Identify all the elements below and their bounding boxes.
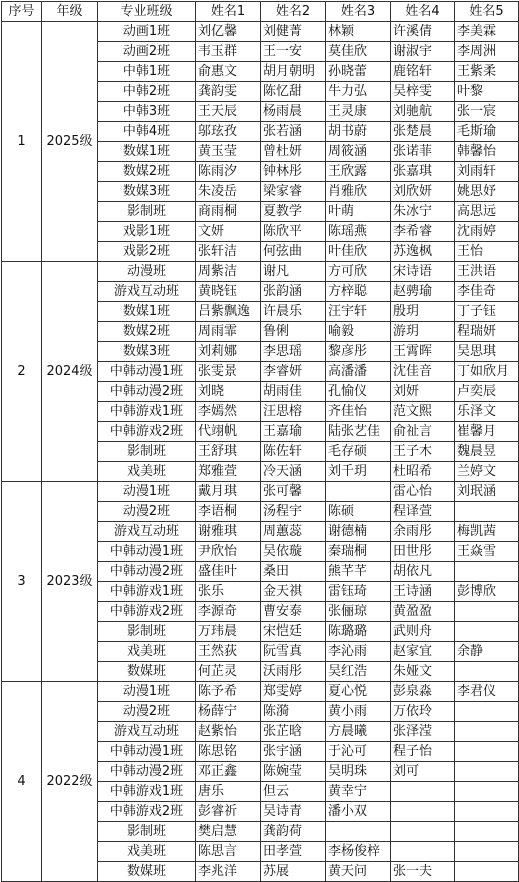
table-row (2, 682, 519, 702)
header-cell: 专业班级 (98, 2, 196, 22)
class-cell: 中韩游戏2班 (98, 802, 196, 822)
name-cell: 黎彦彤 (326, 342, 391, 362)
name-cell: 黄幸宁 (326, 782, 391, 802)
name-cell: 万玮晨 (196, 622, 261, 642)
name-cell: 李兆洋 (196, 862, 261, 882)
name-cell: 方可欣 (326, 262, 391, 282)
header-cell: 序号 (2, 2, 42, 22)
name-cell: 龚韵荷 (261, 822, 326, 842)
class-cell: 游戏互动班 (98, 722, 196, 742)
name-cell: 李美霖 (455, 22, 519, 42)
name-cell: 胡雨佳 (261, 382, 326, 402)
name-cell: 黄盈盈 (391, 602, 455, 622)
name-cell: 李沁雨 (326, 642, 391, 662)
class-cell: 中韩游戏1班 (98, 782, 196, 802)
name-cell: 杨雨晨 (261, 102, 326, 122)
name-cell: 杨薛宁 (196, 702, 261, 722)
name-cell: 谢淑宇 (391, 42, 455, 62)
name-cell: 兰婷文 (455, 462, 519, 482)
name-cell: 黄小雨 (326, 702, 391, 722)
name-cell: 胡书蔚 (326, 122, 391, 142)
name-cell: 吴思琪 (455, 342, 519, 362)
name-cell: 汤程宇 (261, 502, 326, 522)
class-cell: 中韩3班 (98, 102, 196, 122)
class-cell: 中韩动漫1班 (98, 362, 196, 382)
name-cell (455, 662, 519, 682)
name-cell: 张诺菲 (391, 142, 455, 162)
grade-cell: 2024级 (42, 262, 98, 482)
name-cell: 王紫柔 (455, 62, 519, 82)
name-cell: 王舒琪 (196, 442, 261, 462)
class-cell: 数媒1班 (98, 302, 196, 322)
name-cell: 张楚晨 (391, 122, 455, 142)
name-cell: 武则舟 (391, 622, 455, 642)
table-row (2, 22, 519, 42)
class-cell: 中韩游戏2班 (98, 602, 196, 622)
name-cell: 胡月朝明 (261, 62, 326, 82)
class-cell: 影制班 (98, 822, 196, 842)
class-cell: 数媒3班 (98, 342, 196, 362)
name-cell (455, 822, 519, 842)
name-cell: 刘可 (391, 762, 455, 782)
name-cell (326, 482, 391, 502)
name-cell: 朱娅文 (391, 662, 455, 682)
name-cell: 张韵涵 (261, 282, 326, 302)
name-cell: 牛力弘 (326, 82, 391, 102)
class-cell: 戏美班 (98, 642, 196, 662)
name-cell: 王洪语 (455, 262, 519, 282)
name-cell: 刘千玥 (326, 462, 391, 482)
name-cell: 黄晓钰 (196, 282, 261, 302)
name-cell (455, 842, 519, 862)
name-cell: 肖雅欣 (326, 182, 391, 202)
name-cell (391, 802, 455, 822)
name-cell (326, 822, 391, 842)
name-cell: 唐乐 (196, 782, 261, 802)
name-cell: 李嫣然 (196, 402, 261, 422)
class-cell: 中韩动漫2班 (98, 382, 196, 402)
name-cell: 程瑞妍 (455, 322, 519, 342)
name-cell: 张轩洁 (196, 242, 261, 262)
name-cell: 吕紫飘逸 (196, 302, 261, 322)
name-cell: 张嘉琪 (391, 162, 455, 182)
name-cell: 鹿铭轩 (391, 62, 455, 82)
class-cell: 数媒2班 (98, 162, 196, 182)
name-cell: 齐佳怡 (326, 402, 391, 422)
name-cell: 李睿妍 (261, 362, 326, 382)
name-cell: 叶佳欣 (326, 242, 391, 262)
name-cell: 张宇涵 (261, 742, 326, 762)
name-cell: 叶黎 (455, 82, 519, 102)
class-cell: 中韩动漫1班 (98, 542, 196, 562)
name-cell: 沈雨婷 (455, 222, 519, 242)
name-cell: 刘莉娜 (196, 342, 261, 362)
name-cell: 金天祺 (261, 582, 326, 602)
name-cell (455, 782, 519, 802)
class-cell: 动画2班 (98, 42, 196, 62)
name-cell: 万依玲 (391, 702, 455, 722)
name-cell: 崔馨月 (455, 422, 519, 442)
grade-cell: 2022级 (42, 682, 98, 882)
name-cell: 李思瑶 (261, 342, 326, 362)
name-cell: 陈漪 (261, 702, 326, 722)
name-cell: 王灵康 (326, 102, 391, 122)
name-cell: 赵家宜 (391, 642, 455, 662)
name-cell: 陈雨汐 (196, 162, 261, 182)
name-cell: 但云 (261, 782, 326, 802)
seq-cell: 1 (2, 22, 42, 262)
name-cell: 周蕙蕊 (261, 522, 326, 542)
class-cell: 动漫1班 (98, 682, 196, 702)
name-cell: 黄天问 (326, 862, 391, 882)
name-cell: 田孝萱 (261, 842, 326, 862)
name-cell: 郑雅萱 (196, 462, 261, 482)
name-cell: 毛存硕 (326, 442, 391, 462)
name-cell: 丁如欣月 (455, 362, 519, 382)
table-row (2, 482, 519, 502)
name-cell: 鲁俐 (261, 322, 326, 342)
name-cell: 邬玹孜 (196, 122, 261, 142)
seq-cell: 2 (2, 262, 42, 482)
grade-cell: 2023级 (42, 482, 98, 682)
name-cell: 毛斯瑜 (455, 122, 519, 142)
header-cell: 姓名2 (261, 2, 326, 22)
class-cell: 戏美班 (98, 462, 196, 482)
class-cell: 动漫2班 (98, 502, 196, 522)
name-cell: 阮雪真 (261, 642, 326, 662)
name-cell: 吴依璇 (261, 542, 326, 562)
class-cell: 数媒3班 (98, 182, 196, 202)
name-cell: 文妍 (196, 222, 261, 242)
name-cell: 吴梓雯 (391, 82, 455, 102)
class-cell: 中韩动漫2班 (98, 762, 196, 782)
name-cell: 刘珉涵 (455, 482, 519, 502)
name-cell: 刘健菁 (261, 22, 326, 42)
name-cell: 周筱涵 (326, 142, 391, 162)
name-cell: 喻毅 (326, 322, 391, 342)
class-cell: 影制班 (98, 442, 196, 462)
name-cell: 王一安 (261, 42, 326, 62)
class-cell: 中韩2班 (98, 82, 196, 102)
name-cell: 周雨霏 (196, 322, 261, 342)
name-cell (391, 842, 455, 862)
name-cell: 许溪倩 (391, 22, 455, 42)
name-cell: 汪宇轩 (326, 302, 391, 322)
name-cell: 陈欣平 (261, 222, 326, 242)
name-cell: 夏心悦 (326, 682, 391, 702)
name-cell: 秦瑞桐 (326, 542, 391, 562)
name-cell: 吴明珠 (326, 762, 391, 782)
name-cell: 张芷晗 (261, 722, 326, 742)
name-cell: 彭睿祈 (196, 802, 261, 822)
class-cell: 戏影2班 (98, 242, 196, 262)
name-cell: 沃雨彤 (261, 662, 326, 682)
class-cell: 游戏互动班 (98, 282, 196, 302)
name-cell: 韩馨怡 (455, 142, 519, 162)
name-cell: 陈思铭 (196, 742, 261, 762)
name-cell: 于沁可 (326, 742, 391, 762)
name-cell: 何芷灵 (196, 662, 261, 682)
name-cell: 程子怡 (391, 742, 455, 762)
name-cell: 宋恺廷 (261, 622, 326, 642)
name-cell: 雷心怡 (391, 482, 455, 502)
name-cell: 莫佳欣 (326, 42, 391, 62)
name-cell: 刘欣妍 (391, 182, 455, 202)
name-cell: 张泽滢 (391, 722, 455, 742)
name-cell: 王嘉瑜 (261, 422, 326, 442)
name-cell: 王霄晖 (391, 342, 455, 362)
name-cell: 方晨曦 (326, 722, 391, 742)
class-cell: 动漫2班 (98, 702, 196, 722)
name-cell: 余雨彤 (391, 522, 455, 542)
name-cell: 苏展 (261, 862, 326, 882)
name-cell: 潘小双 (326, 802, 391, 822)
name-cell: 熊芊芊 (326, 562, 391, 582)
name-cell: 何弦曲 (261, 242, 326, 262)
name-cell: 俞惠文 (196, 62, 261, 82)
name-cell: 沈佳音 (391, 362, 455, 382)
name-cell: 乐泽文 (455, 402, 519, 422)
name-cell: 王焱雪 (455, 542, 519, 562)
name-cell: 吴红浩 (326, 662, 391, 682)
name-cell: 王诗涵 (391, 582, 455, 602)
name-cell: 林颖 (326, 22, 391, 42)
name-cell: 桑田 (261, 562, 326, 582)
name-cell: 张一夫 (391, 862, 455, 882)
name-cell: 王天辰 (196, 102, 261, 122)
name-cell: 杜昭希 (391, 462, 455, 482)
name-cell: 谢雅琪 (196, 522, 261, 542)
roster-table (1, 1, 519, 882)
name-cell: 许晨乐 (261, 302, 326, 322)
name-cell: 李语桐 (196, 502, 261, 522)
name-cell: 龚韵雯 (196, 82, 261, 102)
name-cell: 雷钰琦 (326, 582, 391, 602)
name-cell: 夏教学 (261, 202, 326, 222)
name-cell: 叶萌 (326, 202, 391, 222)
name-cell: 张乐 (196, 582, 261, 602)
header-cell: 年级 (42, 2, 98, 22)
seq-cell: 3 (2, 482, 42, 682)
name-cell: 冷天涵 (261, 462, 326, 482)
class-cell: 戏影1班 (98, 222, 196, 242)
name-cell: 梁家睿 (261, 182, 326, 202)
header-cell: 姓名1 (196, 2, 261, 22)
name-cell: 胡依凡 (391, 562, 455, 582)
name-cell: 郑雯婷 (261, 682, 326, 702)
name-cell: 陈忆甜 (261, 82, 326, 102)
name-cell: 高潘潘 (326, 362, 391, 382)
name-cell: 田世彤 (391, 542, 455, 562)
name-cell: 方梓聪 (326, 282, 391, 302)
roster-body (2, 22, 519, 882)
name-cell: 张雯景 (196, 362, 261, 382)
class-cell: 数媒1班 (98, 142, 196, 162)
class-cell: 数媒班 (98, 662, 196, 682)
name-cell: 张俪琼 (326, 602, 391, 622)
name-cell: 刘亿馨 (196, 22, 261, 42)
name-cell: 游玥 (391, 322, 455, 342)
name-cell (455, 602, 519, 622)
name-cell: 王欣露 (326, 162, 391, 182)
name-cell: 殷玥 (391, 302, 455, 322)
name-cell: 陈璐璐 (326, 622, 391, 642)
name-cell (455, 862, 519, 882)
name-cell: 陈佐轩 (261, 442, 326, 462)
name-cell: 代翊帆 (196, 422, 261, 442)
name-cell: 樊启慧 (196, 822, 261, 842)
name-cell: 刘驰航 (391, 102, 455, 122)
header-row (2, 2, 519, 22)
name-cell: 彭泉淼 (391, 682, 455, 702)
name-cell: 王怡 (455, 242, 519, 262)
name-cell: 陈婉莹 (261, 762, 326, 782)
name-cell (391, 822, 455, 842)
name-cell: 曹安泰 (261, 602, 326, 622)
name-cell (455, 622, 519, 642)
header-cell: 姓名5 (455, 2, 519, 22)
name-cell: 邓正鑫 (196, 762, 261, 782)
name-cell: 尹欣怡 (196, 542, 261, 562)
name-cell: 李佳奇 (455, 282, 519, 302)
name-cell: 赵紫怡 (196, 722, 261, 742)
name-cell: 谢德楠 (326, 522, 391, 542)
name-cell: 卢奕辰 (455, 382, 519, 402)
name-cell: 张一宸 (455, 102, 519, 122)
name-cell: 吴诗青 (261, 802, 326, 822)
class-cell: 数媒2班 (98, 322, 196, 342)
name-cell: 赵骋瑜 (391, 282, 455, 302)
name-cell: 李杨俊梓 (326, 842, 391, 862)
name-cell: 陆张艺佳 (326, 422, 391, 442)
name-cell (455, 722, 519, 742)
class-cell: 动漫1班 (98, 482, 196, 502)
name-cell: 刘晓 (196, 382, 261, 402)
class-cell: 游戏互动班 (98, 522, 196, 542)
class-cell: 中韩游戏1班 (98, 402, 196, 422)
class-cell: 中韩游戏1班 (98, 582, 196, 602)
name-cell (455, 802, 519, 822)
class-cell: 影制班 (98, 622, 196, 642)
name-cell: 黄玉莹 (196, 142, 261, 162)
table-row (2, 262, 519, 282)
name-cell: 孔愉仪 (326, 382, 391, 402)
name-cell: 李源奇 (196, 602, 261, 622)
roster-sheet (0, 1, 519, 879)
name-cell: 钟林彤 (261, 162, 326, 182)
name-cell: 彭博欣 (455, 582, 519, 602)
name-cell (455, 502, 519, 522)
header-cell: 姓名4 (391, 2, 455, 22)
name-cell: 盛佳叶 (196, 562, 261, 582)
name-cell: 汪思榕 (261, 402, 326, 422)
name-cell: 俞祉言 (391, 422, 455, 442)
name-cell: 朱凌岳 (196, 182, 261, 202)
name-cell: 商雨桐 (196, 202, 261, 222)
name-cell: 谢凡 (261, 262, 326, 282)
name-cell (455, 762, 519, 782)
name-cell: 王子木 (391, 442, 455, 462)
name-cell: 姚思妤 (455, 182, 519, 202)
class-cell: 中韩动漫2班 (98, 562, 196, 582)
name-cell: 李君仪 (455, 682, 519, 702)
name-cell: 李周洲 (455, 42, 519, 62)
name-cell (455, 702, 519, 722)
class-cell: 数媒班 (98, 862, 196, 882)
name-cell (455, 562, 519, 582)
name-cell (391, 782, 455, 802)
name-cell: 范文熙 (391, 402, 455, 422)
name-cell: 曾杜妍 (261, 142, 326, 162)
name-cell: 陈予希 (196, 682, 261, 702)
name-cell: 丁子钰 (455, 302, 519, 322)
name-cell: 宋诗语 (391, 262, 455, 282)
class-cell: 中韩动漫1班 (98, 742, 196, 762)
name-cell: 刘雨轩 (455, 162, 519, 182)
name-cell: 梅凯茜 (455, 522, 519, 542)
name-cell: 孙晓蕾 (326, 62, 391, 82)
name-cell: 陈思言 (196, 842, 261, 862)
class-cell: 中韩游戏2班 (98, 422, 196, 442)
class-cell: 影制班 (98, 202, 196, 222)
name-cell: 李希睿 (391, 222, 455, 242)
name-cell (455, 742, 519, 762)
name-cell: 刘妍 (391, 382, 455, 402)
seq-cell: 4 (2, 682, 42, 882)
name-cell: 程译萱 (391, 502, 455, 522)
name-cell: 苏逸枫 (391, 242, 455, 262)
name-cell: 陈硕 (326, 502, 391, 522)
name-cell: 余静 (455, 642, 519, 662)
name-cell: 魏晨昱 (455, 442, 519, 462)
name-cell: 韦玉群 (196, 42, 261, 62)
class-cell: 中韩1班 (98, 62, 196, 82)
name-cell: 朱冰宁 (391, 202, 455, 222)
name-cell: 高思远 (455, 202, 519, 222)
name-cell: 张若涵 (261, 122, 326, 142)
name-cell: 周紫洁 (196, 262, 261, 282)
name-cell: 王然荻 (196, 642, 261, 662)
class-cell: 戏美班 (98, 842, 196, 862)
header-cell: 姓名3 (326, 2, 391, 22)
class-cell: 中韩4班 (98, 122, 196, 142)
class-cell: 动漫班 (98, 262, 196, 282)
name-cell: 戴月琪 (196, 482, 261, 502)
name-cell: 张可馨 (261, 482, 326, 502)
class-cell: 动画1班 (98, 22, 196, 42)
grade-cell: 2025级 (42, 22, 98, 262)
name-cell: 陈瑶燕 (326, 222, 391, 242)
